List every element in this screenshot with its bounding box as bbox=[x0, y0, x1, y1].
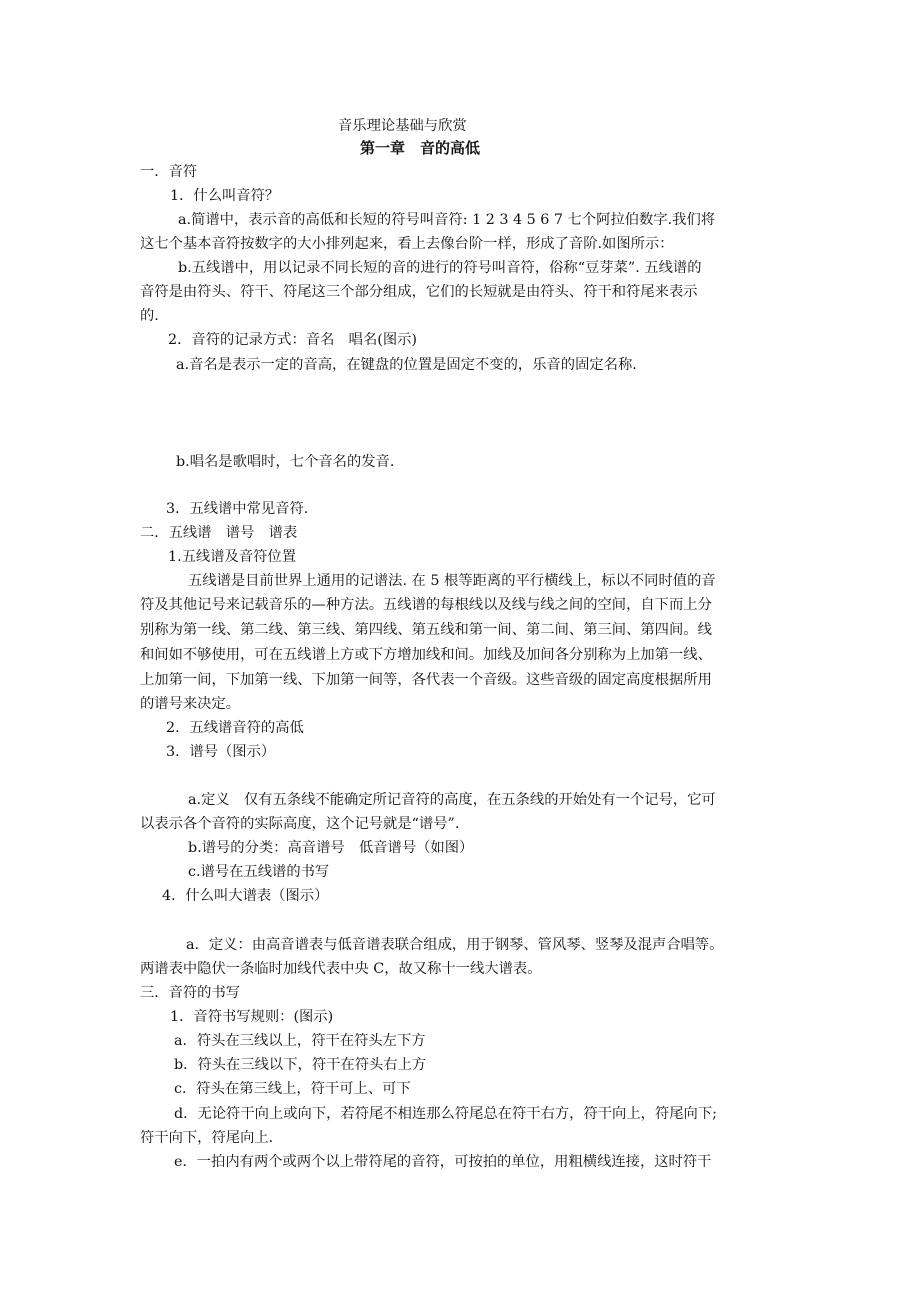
subsection-heading: 4．什么叫大谱表（图示） bbox=[162, 888, 329, 904]
list-item: c．符头在第三线上，符干可上、可下 bbox=[174, 1081, 411, 1097]
paragraph-line: 和间如不够使用，可在五线谱上方或下方增加线和间。加线及加间各分别称为上加第一线、 bbox=[140, 647, 712, 663]
paragraph-line: 这七个基本音符按数字的大小排列起来，看上去像台阶一样，形成了音阶.如图所示： bbox=[140, 236, 674, 252]
paragraph-line: 的谱号来决定。 bbox=[140, 696, 241, 712]
paragraph-line: 两谱表中隐伏一条临时加线代表中央 C，故又称十一线大谱表。 bbox=[140, 961, 542, 977]
doc-title: 音乐理论基础与欣赏 bbox=[338, 118, 467, 134]
paragraph-line: 符干向下，符尾向上. bbox=[140, 1130, 274, 1146]
list-item: a．符头在三线以上，符干在符头左下方 bbox=[174, 1033, 426, 1049]
list-item: e．一拍内有两个或两个以上带符尾的音符，可按拍的单位，用粗横线连接，这时符干 bbox=[174, 1154, 712, 1170]
paragraph-line: 上加第一间，下加第一线、下加第一间等，各代表一个音级。这些音级的固定高度根据所用 bbox=[140, 672, 712, 688]
subsection-heading: 2．五线谱音符的高低 bbox=[166, 720, 304, 736]
subsection-heading: 1．什么叫音符？ bbox=[170, 188, 280, 204]
paragraph-line: 符及其他记号来记载音乐的—种方法。五线谱的每根线以及线与线之间的空间，自下而上分 bbox=[140, 597, 712, 613]
paragraph-line: c.谱号在五线谱的书写 bbox=[188, 864, 330, 880]
list-item: d．无论符干向上或向下，若符尾不相连那么符尾总在符干右方，符干向上，符尾向下; bbox=[174, 1106, 717, 1122]
subsection-heading: 3．谱号（图示） bbox=[166, 744, 276, 760]
subsection-heading: 1．音符书写规则：(图示) bbox=[170, 1009, 334, 1025]
section-heading: 一．音符 bbox=[140, 164, 198, 180]
paragraph-line: a.简谱中，表示音的高低和长短的符号叫音符: 1 2 3 4 5 6 7 七个阿拉伯数字.我们将 bbox=[178, 212, 716, 228]
list-item: b．符头在三线以下，符干在符头右上方 bbox=[174, 1057, 427, 1073]
subsection-heading: 3．五线谱中常见音符. bbox=[166, 501, 309, 517]
paragraph-line: 以表示各个音符的实际高度，这个记号就是“谱号”. bbox=[140, 816, 460, 832]
subsection-heading: 1.五线谱及音符位置 bbox=[168, 549, 297, 565]
section-heading: 二．五线谱 谱号 谱表 bbox=[140, 525, 298, 541]
paragraph-line: a.定义 仅有五条线不能确定所记音符的高度，在五条线的开始处有一个记号，它可 bbox=[188, 792, 716, 808]
paragraph-line: b.谱号的分类：高音谱号 低音谱号（如图） bbox=[188, 840, 474, 856]
paragraph-line: b.五线谱中，用以记录不同长短的音的进行的符号叫音符，俗称“豆芽菜”. 五线谱的 bbox=[178, 260, 702, 276]
paragraph-line: 五线谱是目前世界上通用的记谱法. 在 5 根等距离的平行横线上，标以不同时值的音 bbox=[188, 573, 716, 589]
paragraph-line: b.唱名是歌唱时，七个音名的发音. bbox=[176, 454, 395, 470]
paragraph-line: 音符是由符头、符干、符尾这三个部分组成，它们的长短就是由符头、符干和符尾来表示 bbox=[140, 284, 698, 300]
paragraph-line: 别称为第一线、第二线、第三线、第四线、第五线和第一间、第二间、第三间、第四间。线 bbox=[140, 622, 712, 638]
paragraph-line: a．定义：由高音谱表与低音谱表联合组成，用于钢琴、管风琴、竖琴及混声合唱等。 bbox=[186, 937, 724, 953]
chapter-title: 第一章 音的高低 bbox=[360, 139, 481, 157]
paragraph-line: a.音名是表示一定的音高，在键盘的位置是固定不变的，乐音的固定名称. bbox=[176, 357, 637, 373]
subsection-heading: 2．音符的记录方式：音名 唱名(图示) bbox=[168, 332, 417, 348]
section-heading: 三．音符的书写 bbox=[140, 985, 241, 1001]
paragraph-line: 的. bbox=[140, 308, 159, 324]
